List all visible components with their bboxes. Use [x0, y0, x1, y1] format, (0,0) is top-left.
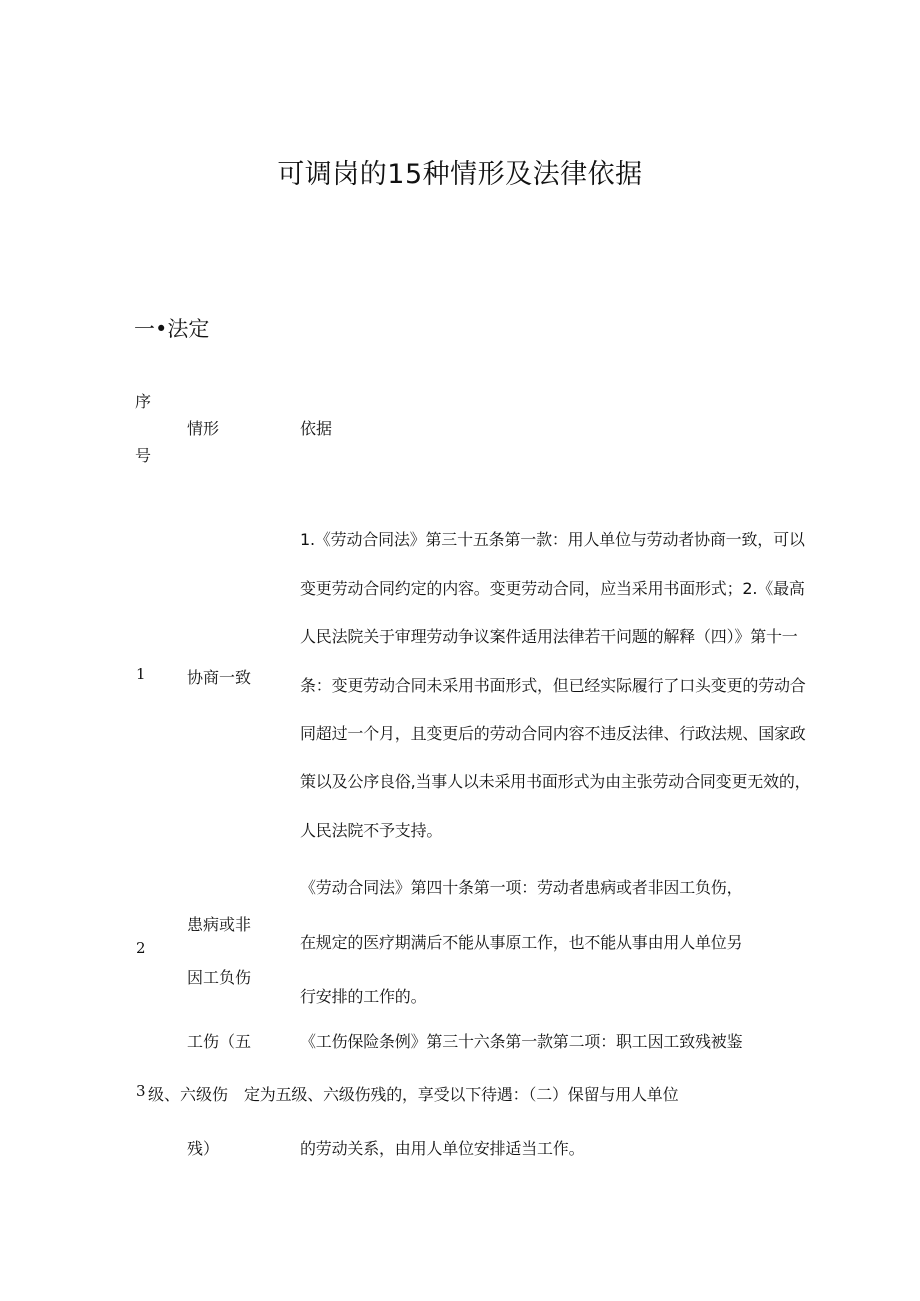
row-3-basis-line: 的劳动关系，由用人单位安排适当工作。: [300, 1139, 585, 1158]
section-heading: 一•法定: [134, 317, 210, 341]
row-2-basis-line: 行安排的工作的。: [300, 987, 427, 1006]
row-1-basis-line: 人民法院不予支持。: [300, 821, 443, 840]
row-3-number: 3: [136, 1082, 146, 1100]
row-2-basis-line: 在规定的医疗期满后不能从事原工作，也不能从事由用人单位另: [300, 933, 743, 952]
row-3-situation-line: 级、六级伤: [148, 1085, 229, 1104]
row-1-number: 1: [136, 665, 146, 683]
row-1-situation: 协商一致: [187, 668, 252, 687]
header-no-line2: 号: [135, 446, 152, 465]
header-no-line1: 序: [135, 392, 152, 411]
row-1-basis-line: 1.《劳动合同法》第三十五条第一款：用人单位与劳动者协商一致，可以: [300, 530, 805, 549]
row-2-situation-line: 患病或非: [187, 915, 252, 934]
row-1-basis-line: 同超过一个月，且变更后的劳动合同内容不违反法律、行政法规、国家政: [300, 724, 806, 743]
row-3-basis-line: 《工伤保险条例》第三十六条第一款第二项：职工因工致残被鉴: [300, 1032, 743, 1051]
row-3-situation-line: 工伤（五: [187, 1032, 252, 1051]
header-basis: 依据: [300, 419, 333, 438]
row-3-basis-line: 定为五级、六级伤残的，享受以下待遇：（二）保留与用人单位: [244, 1085, 679, 1104]
row-2-basis-line: 《劳动合同法》第四十条第一项：劳动者患病或者非因工负伤，: [300, 878, 743, 897]
document-title: 可调岗的15种情形及法律依据: [277, 159, 643, 190]
header-situation: 情形: [187, 419, 220, 438]
row-3-situation-line: 残）: [187, 1139, 220, 1158]
row-1-basis-line: 条：变更劳动合同未采用书面形式，但已经实际履行了口头变更的劳动合: [300, 676, 806, 695]
row-1-basis-line: 变更劳动合同约定的内容。变更劳动合同，应当采用书面形式；2.《最高: [300, 579, 805, 598]
row-1-basis-line: 策以及公序良俗,当事人以未采用书面形式为由主张劳动合同变更无效的，: [300, 772, 811, 791]
row-1-basis-line: 人民法院关于审理劳动争议案件适用法律若干问题的解释（四）》第十一: [300, 627, 798, 646]
row-2-number: 2: [136, 939, 146, 957]
row-2-situation-line: 因工负伤: [187, 968, 252, 987]
